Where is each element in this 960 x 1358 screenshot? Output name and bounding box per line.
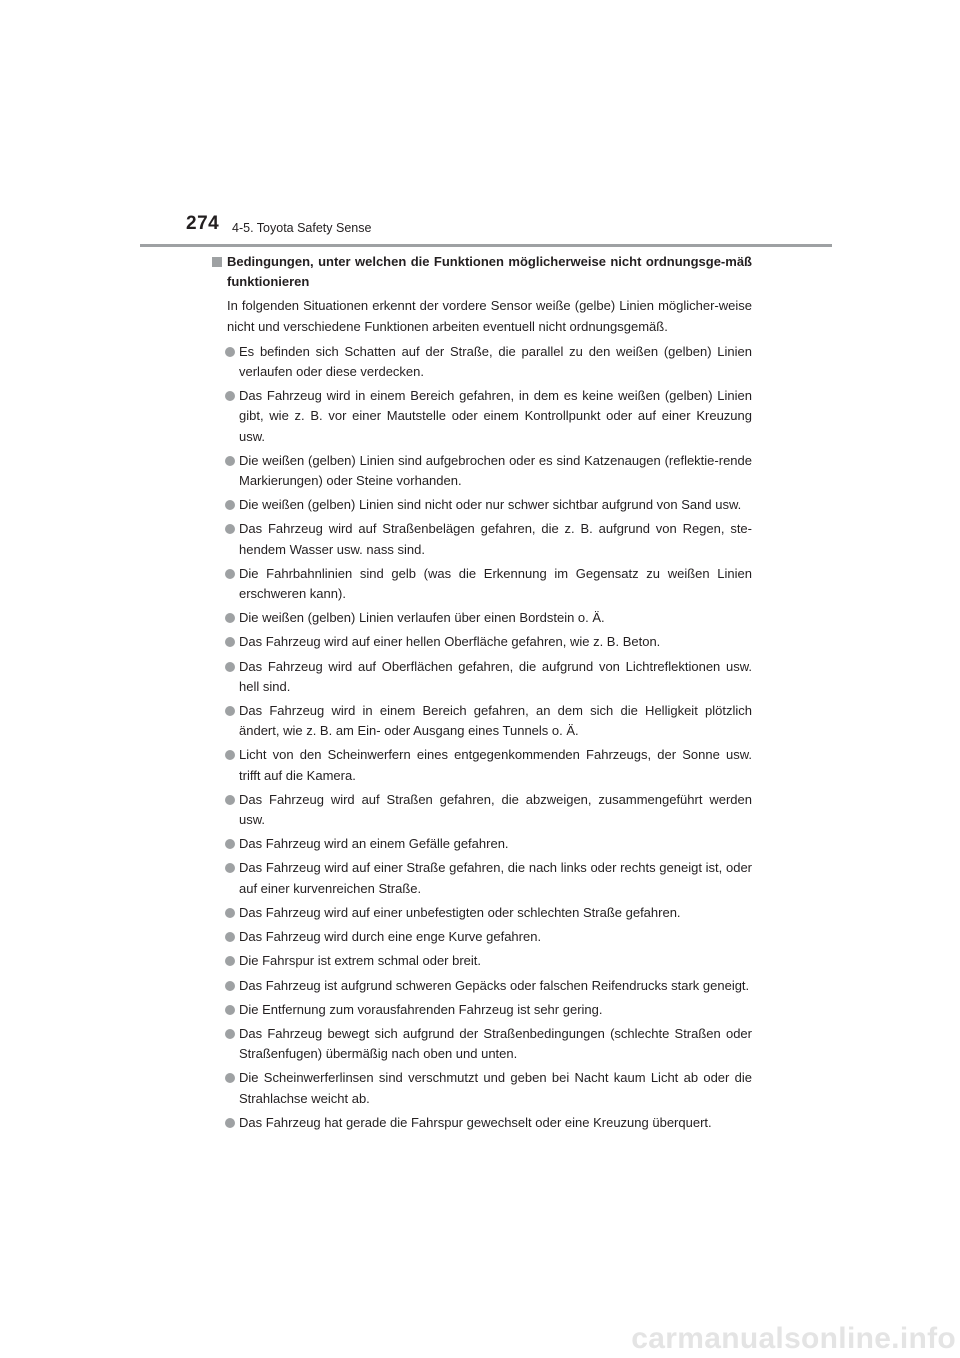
- circle-bullet-icon: [225, 932, 235, 942]
- circle-bullet-icon: [225, 956, 235, 966]
- list-item-text: Das Fahrzeug wird auf Oberflächen gefahren, die aufgrund von Lichtreflektionen usw. hell sind.: [239, 658, 752, 694]
- list-item-text: Das Fahrzeug wird durch eine enge Kurve gefahren.: [239, 929, 542, 945]
- conditions-list: [212, 342, 752, 1133]
- intro-paragraph: In folgenden Situationen erkennt der vordere Sensor weiße (gelbe) Linien möglicher-weise nicht und verschiedene Funktionen arbeiten eventuell nicht ordnungsgemäß.: [227, 298, 752, 334]
- circle-bullet-icon: [225, 662, 235, 672]
- circle-bullet-icon: [225, 795, 235, 805]
- circle-bullet-icon: [225, 500, 235, 510]
- circle-bullet-icon: [225, 524, 235, 534]
- list-item: [212, 632, 752, 652]
- list-item: [212, 608, 752, 628]
- list-item: [212, 834, 752, 854]
- list-item: [212, 386, 752, 447]
- circle-bullet-icon: [225, 839, 235, 849]
- list-item-text: Das Fahrzeug wird auf einer hellen Oberfläche gefahren, wie z. B. Beton.: [239, 634, 661, 650]
- circle-bullet-icon: [225, 637, 235, 647]
- list-item: [212, 564, 752, 604]
- section-heading-text: Bedingungen, unter welchen die Funktionen möglicherweise nicht ordnungsge-mäß funktionieren: [227, 254, 752, 290]
- list-item: [212, 903, 752, 923]
- list-item-text: Die Entfernung zum vorausfahrenden Fahrzeug ist sehr gering.: [239, 1001, 603, 1017]
- list-item: [212, 1068, 752, 1108]
- list-item-text: Die weißen (gelben) Linien verlaufen über einen Bordstein o. Ä.: [239, 610, 605, 626]
- list-item: [212, 745, 752, 785]
- circle-bullet-icon: [225, 1005, 235, 1015]
- section-heading: [212, 252, 752, 292]
- list-item: [212, 701, 752, 741]
- circle-bullet-icon: [225, 908, 235, 918]
- page-content: [212, 252, 752, 1133]
- list-item: [212, 790, 752, 830]
- list-item: [212, 1000, 752, 1020]
- list-item-text: Die weißen (gelben) Linien sind aufgebrochen oder es sind Katzenaugen (reflektie-rende Markierungen) oder Steine vorhanden.: [239, 452, 752, 489]
- list-item: [212, 927, 752, 947]
- list-item-text: Das Fahrzeug wird auf einer Straße gefahren, die nach links oder rechts geneigt ist, oder auf einer kurvenreichen Straße.: [239, 860, 752, 896]
- circle-bullet-icon: [225, 863, 235, 873]
- list-item-text: Die Fahrbahnlinien sind gelb (was die Erkennung im Gegensatz zu weißen Linien erschweren kann).: [239, 565, 752, 602]
- list-item-text: Licht von den Scheinwerfern eines entgegenkommenden Fahrzeugs, der Sonne usw. trifft auf die Kamera.: [239, 747, 752, 783]
- list-item-text: Es befinden sich Schatten auf der Straße, die parallel zu den weißen (gelben) Linien verlaufen oder diese verdecken.: [239, 343, 752, 380]
- list-item: [212, 858, 752, 898]
- circle-bullet-icon: [225, 1073, 235, 1083]
- list-item: [212, 342, 752, 382]
- list-item-text: Das Fahrzeug wird auf Straßenbelägen gefahren, die z. B. aufgrund von Regen, ste-hendem Wasser usw. nass sind.: [239, 521, 752, 557]
- list-item: [212, 657, 752, 697]
- list-item-text: Das Fahrzeug hat gerade die Fahrspur gewechselt oder eine Kreuzung überquert.: [239, 1114, 712, 1130]
- circle-bullet-icon: [225, 456, 235, 466]
- list-item-text: Die Scheinwerferlinsen sind verschmutzt und geben bei Nacht kaum Licht ab oder die Strahlachse weicht ab.: [239, 1070, 752, 1106]
- list-item-text: Das Fahrzeug wird in einem Bereich gefahren, an dem sich die Helligkeit plötzlich ändert, wie z. B. am Ein- oder Ausgang eines Tunnels o. Ä.: [239, 703, 752, 739]
- circle-bullet-icon: [225, 569, 235, 579]
- list-item: [212, 519, 752, 559]
- circle-bullet-icon: [225, 1118, 235, 1128]
- watermark: carmanualsonline.info: [631, 1322, 956, 1355]
- list-item-text: Das Fahrzeug wird auf einer unbefestigten oder schlechten Straße gefahren.: [239, 904, 681, 920]
- circle-bullet-icon: [225, 347, 235, 357]
- list-item: [212, 1024, 752, 1064]
- circle-bullet-icon: [225, 981, 235, 991]
- list-item-text: Das Fahrzeug ist aufgrund schweren Gepäcks oder falschen Reifendrucks stark geneigt.: [239, 977, 750, 993]
- circle-bullet-icon: [225, 391, 235, 401]
- page-number: 274: [186, 213, 220, 234]
- list-item: [212, 951, 752, 971]
- list-item-text: Das Fahrzeug wird an einem Gefälle gefahren.: [239, 836, 509, 852]
- list-item-text: Die weißen (gelben) Linien sind nicht oder nur schwer sichtbar aufgrund von Sand usw.: [239, 497, 742, 513]
- header-divider: [140, 244, 832, 247]
- section-title: 4-5. Toyota Safety Sense: [232, 221, 372, 235]
- list-item-text: Die Fahrspur ist extrem schmal oder breit.: [239, 953, 482, 969]
- list-item: [212, 451, 752, 491]
- list-item: [212, 495, 752, 515]
- list-item: [212, 976, 752, 996]
- square-bullet-icon: [212, 257, 222, 267]
- list-item-text: Das Fahrzeug bewegt sich aufgrund der Straßenbedingungen (schlechte Straßen oder Straßenfugen) übermäßig nach oben und unten.: [239, 1025, 752, 1062]
- list-item: [212, 1113, 752, 1133]
- circle-bullet-icon: [225, 750, 235, 760]
- circle-bullet-icon: [225, 1029, 235, 1039]
- circle-bullet-icon: [225, 706, 235, 716]
- circle-bullet-icon: [225, 613, 235, 623]
- page-header: [186, 213, 832, 247]
- list-item-text: Das Fahrzeug wird in einem Bereich gefahren, in dem es keine weißen (gelben) Linien gibt, wie z. B. vor einer Mautstelle oder einem Kontrollpunkt oder auf einer Kreuzung usw.: [239, 388, 752, 444]
- list-item-text: Das Fahrzeug wird auf Straßen gefahren, die abzweigen, zusammengeführt werden usw.: [239, 791, 752, 828]
